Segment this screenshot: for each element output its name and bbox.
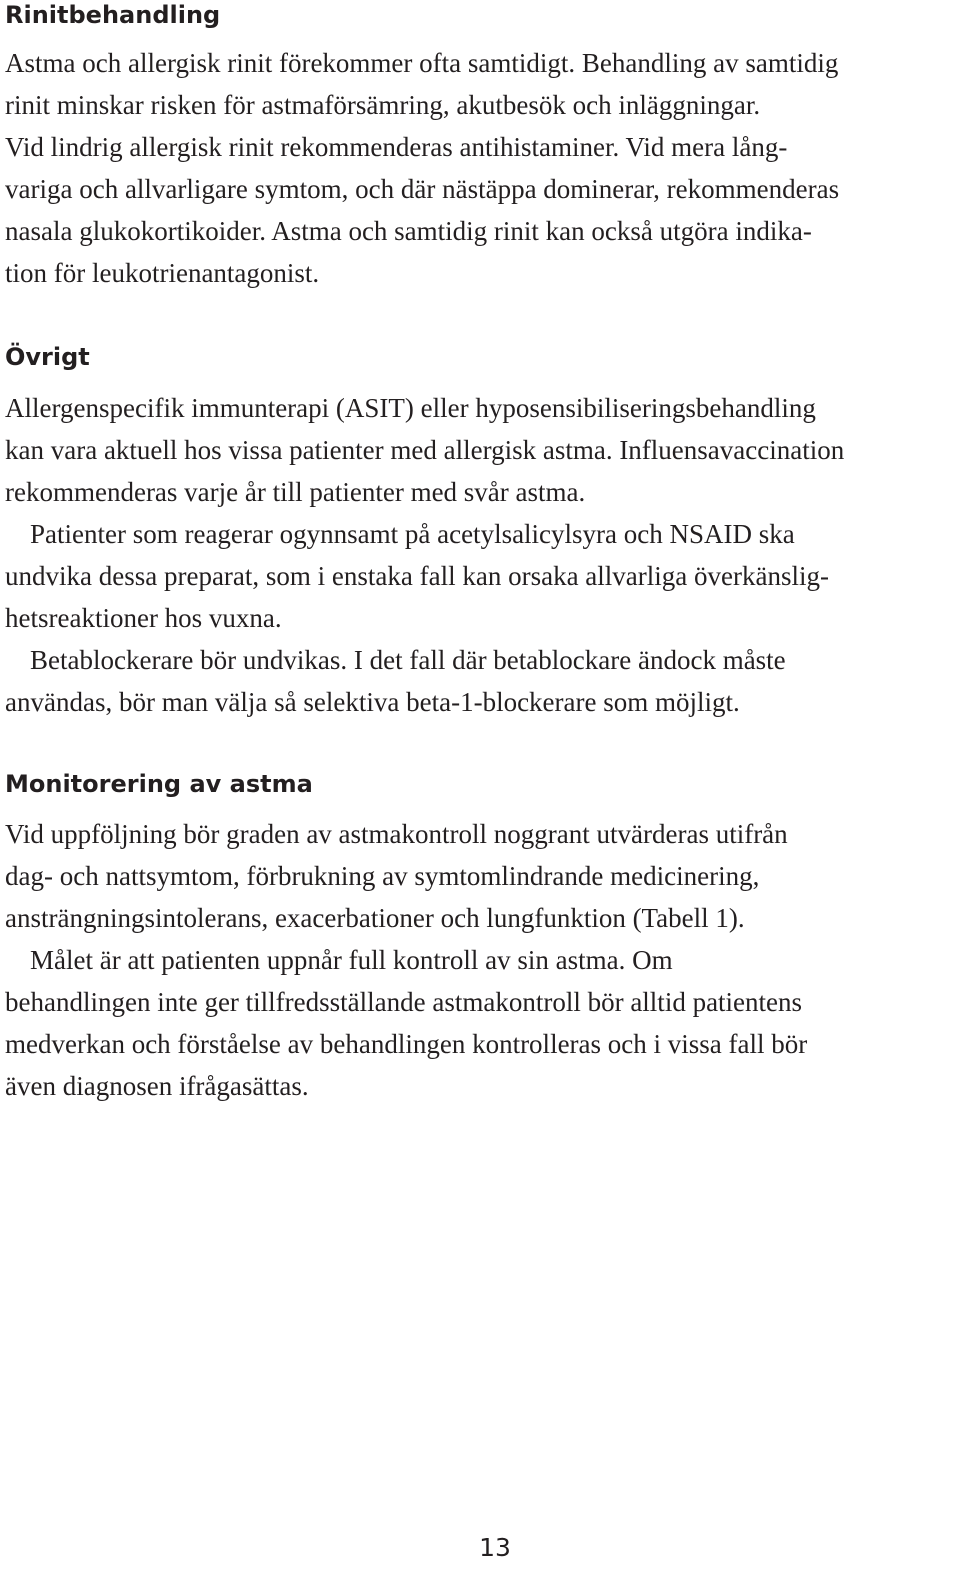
text-line: Patienter som reagerar ogynnsamt på acetylsalicylsyra och NSAID ska bbox=[30, 519, 795, 549]
text-line: rekommenderas varje år till patienter med svår astma. bbox=[5, 477, 586, 507]
text-line: undvika dessa preparat, som i enstaka fall kan orsaka allvarliga överkänslig- bbox=[5, 561, 829, 591]
paragraph-monitorering bbox=[5, 813, 955, 1107]
text-line: rinit minskar risken för astmaförsämring, akutbesök och inläggningar. bbox=[5, 90, 761, 120]
text-line: kan vara aktuell hos vissa patienter med allergisk astma. Influensavaccination bbox=[5, 435, 845, 465]
text-line: Vid uppföljning bör graden av astmakontroll noggrant utvärderas utifrån bbox=[5, 819, 788, 849]
text-line: tion för leukotrienantagonist. bbox=[5, 258, 320, 288]
text-line: även diagnosen ifrågasättas. bbox=[5, 1071, 309, 1101]
section-heading-rinitbehandling: Rinitbehandling bbox=[5, 1, 221, 29]
text-line: Betablockerare bör undvikas. I det fall där betablockare ändock måste bbox=[30, 645, 786, 675]
text-line: Astma och allergisk rinit förekommer ofta samtidigt. Behandling av samtidig bbox=[5, 48, 839, 78]
section-heading-monitorering: Monitorering av astma bbox=[5, 770, 313, 798]
section-heading-ovrigt: Övrigt bbox=[5, 343, 90, 371]
paragraph-rinitbehandling bbox=[5, 42, 955, 294]
page-number: 13 bbox=[479, 1533, 511, 1562]
paragraph-ovrigt bbox=[5, 387, 955, 723]
text-line: Allergenspecifik immunterapi (ASIT) eller hyposensibiliseringsbehandling bbox=[5, 393, 816, 423]
text-line: ansträngningsintolerans, exacerbationer och lungfunktion (Tabell 1). bbox=[5, 903, 745, 933]
text-line: variga och allvarligare symtom, och där nästäppa dominerar, rekommenderas bbox=[5, 174, 840, 204]
text-line: dag- och nattsymtom, förbrukning av symtomlindrande medicinering, bbox=[5, 861, 760, 891]
text-line: Målet är att patienten uppnår full kontroll av sin astma. Om bbox=[30, 945, 673, 975]
text-line: användas, bör man välja så selektiva beta-1-blockerare som möjligt. bbox=[5, 687, 740, 717]
text-line: Vid lindrig allergisk rinit rekommenderas antihistaminer. Vid mera lång- bbox=[5, 132, 788, 162]
text-line: medverkan och förståelse av behandlingen kontrolleras och i vissa fall bör bbox=[5, 1029, 808, 1059]
text-line: behandlingen inte ger tillfredsställande astmakontroll bör alltid patientens bbox=[5, 987, 803, 1017]
text-line: nasala glukokortikoider. Astma och samtidig rinit kan också utgöra indika- bbox=[5, 216, 812, 246]
text-line: hetsreaktioner hos vuxna. bbox=[5, 603, 282, 633]
